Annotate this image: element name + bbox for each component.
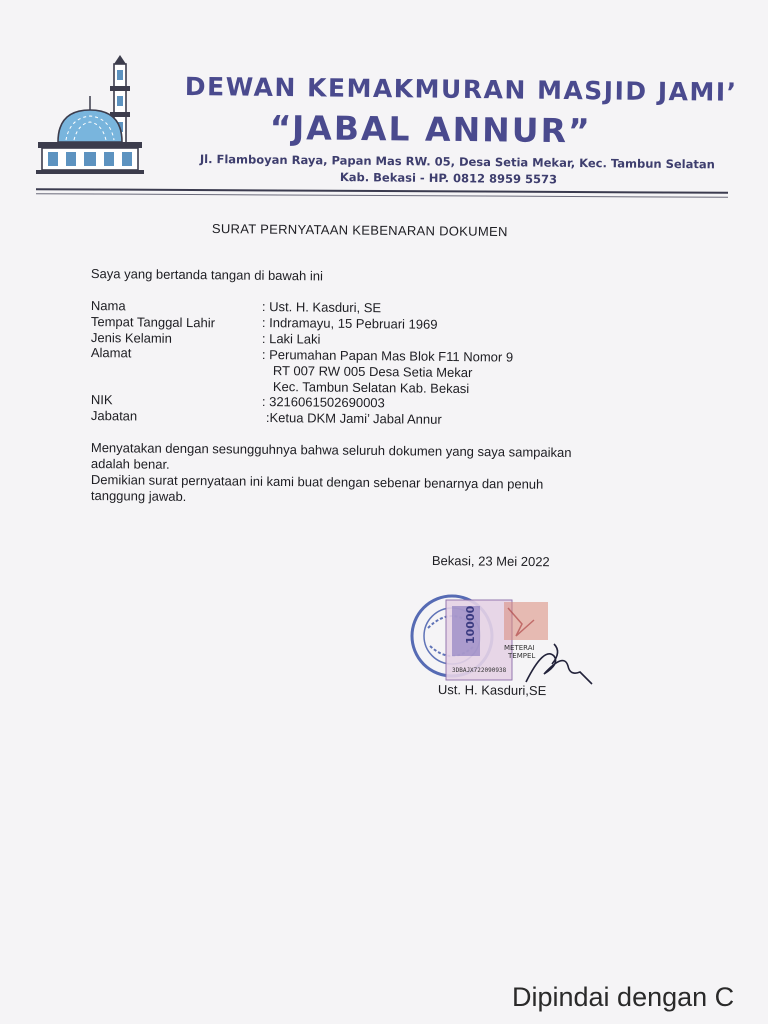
org-subname: “JABAL ANNUR”	[269, 108, 592, 151]
field-value-alamat-line2: RT 007 RW 005 Desa Setia Mekar	[272, 363, 473, 381]
field-value-alamat: : Perumahan Papan Mas Blok F11 Nomor 9	[261, 347, 514, 365]
field-label-jabatan: Jabatan	[90, 408, 138, 424]
meterai-stamp	[446, 600, 548, 680]
meterai-value: 10000	[464, 605, 477, 644]
svg-text:TEMPEL: TEMPEL	[508, 652, 536, 660]
meterai-label: METERAI	[504, 644, 535, 652]
place-date: Bekasi, 23 Mei 2022	[431, 553, 550, 570]
document-title: SURAT PERNYATAAN KEBENARAN DOKUMEN	[211, 221, 508, 240]
org-address-line1: Jl. Flamboyan Raya, Papan Mas RW. 05, Desa Setia Mekar, Kec. Tambun Selatan	[199, 152, 715, 172]
letterhead-divider-thin	[36, 193, 728, 198]
field-value-nik: : 3216061502690003	[261, 394, 385, 411]
field-label-nik: NIK	[90, 392, 113, 408]
org-address-line2: Kab. Bekasi - HP. 0812 8959 5573	[339, 170, 558, 187]
intro-text: Saya yang bertanda tangan di bawah ini	[90, 266, 324, 284]
stamp-and-signature	[404, 586, 594, 699]
statement-line-2: adalah benar.	[90, 456, 170, 472]
signature	[526, 644, 592, 684]
statement-line-4: tanggung jawab.	[90, 488, 187, 504]
field-label-alamat: Alamat	[90, 345, 132, 361]
mosque-logo	[30, 52, 150, 184]
field-value-nama: : Ust. H. Kasduri, SE	[261, 299, 382, 316]
field-label-nama: Nama	[90, 298, 126, 314]
org-name: DEWAN KEMAKMURAN MASJID JAMI’	[184, 72, 738, 107]
field-value-ttl: : Indramayu, 15 Pebruari 1969	[261, 315, 438, 332]
statement-line-1: Menyatakan dengan sesungguhnya bahwa seluruh dokumen yang saya sampaikan	[90, 440, 572, 461]
meterai-code: 3DBAJX722090938	[452, 667, 507, 674]
field-value-jenis-kelamin: : Laki Laki	[261, 331, 321, 347]
field-label-ttl: Tempat Tanggal Lahir	[90, 314, 216, 331]
scan-watermark: Dipindai dengan C	[512, 982, 735, 1012]
field-label-jenis-kelamin: Jenis Kelamin	[90, 330, 172, 346]
field-value-alamat-line3: Kec. Tambun Selatan Kab. Bekasi	[272, 379, 470, 397]
signer-name: Ust. H. Kasduri,SE	[437, 682, 547, 699]
field-value-jabatan: :Ketua DKM Jami’ Jabal Annur	[265, 410, 442, 427]
statement-line-3: Demikian surat pernyataan ini kami buat dengan sebenar benarnya dan penuh	[90, 472, 544, 492]
